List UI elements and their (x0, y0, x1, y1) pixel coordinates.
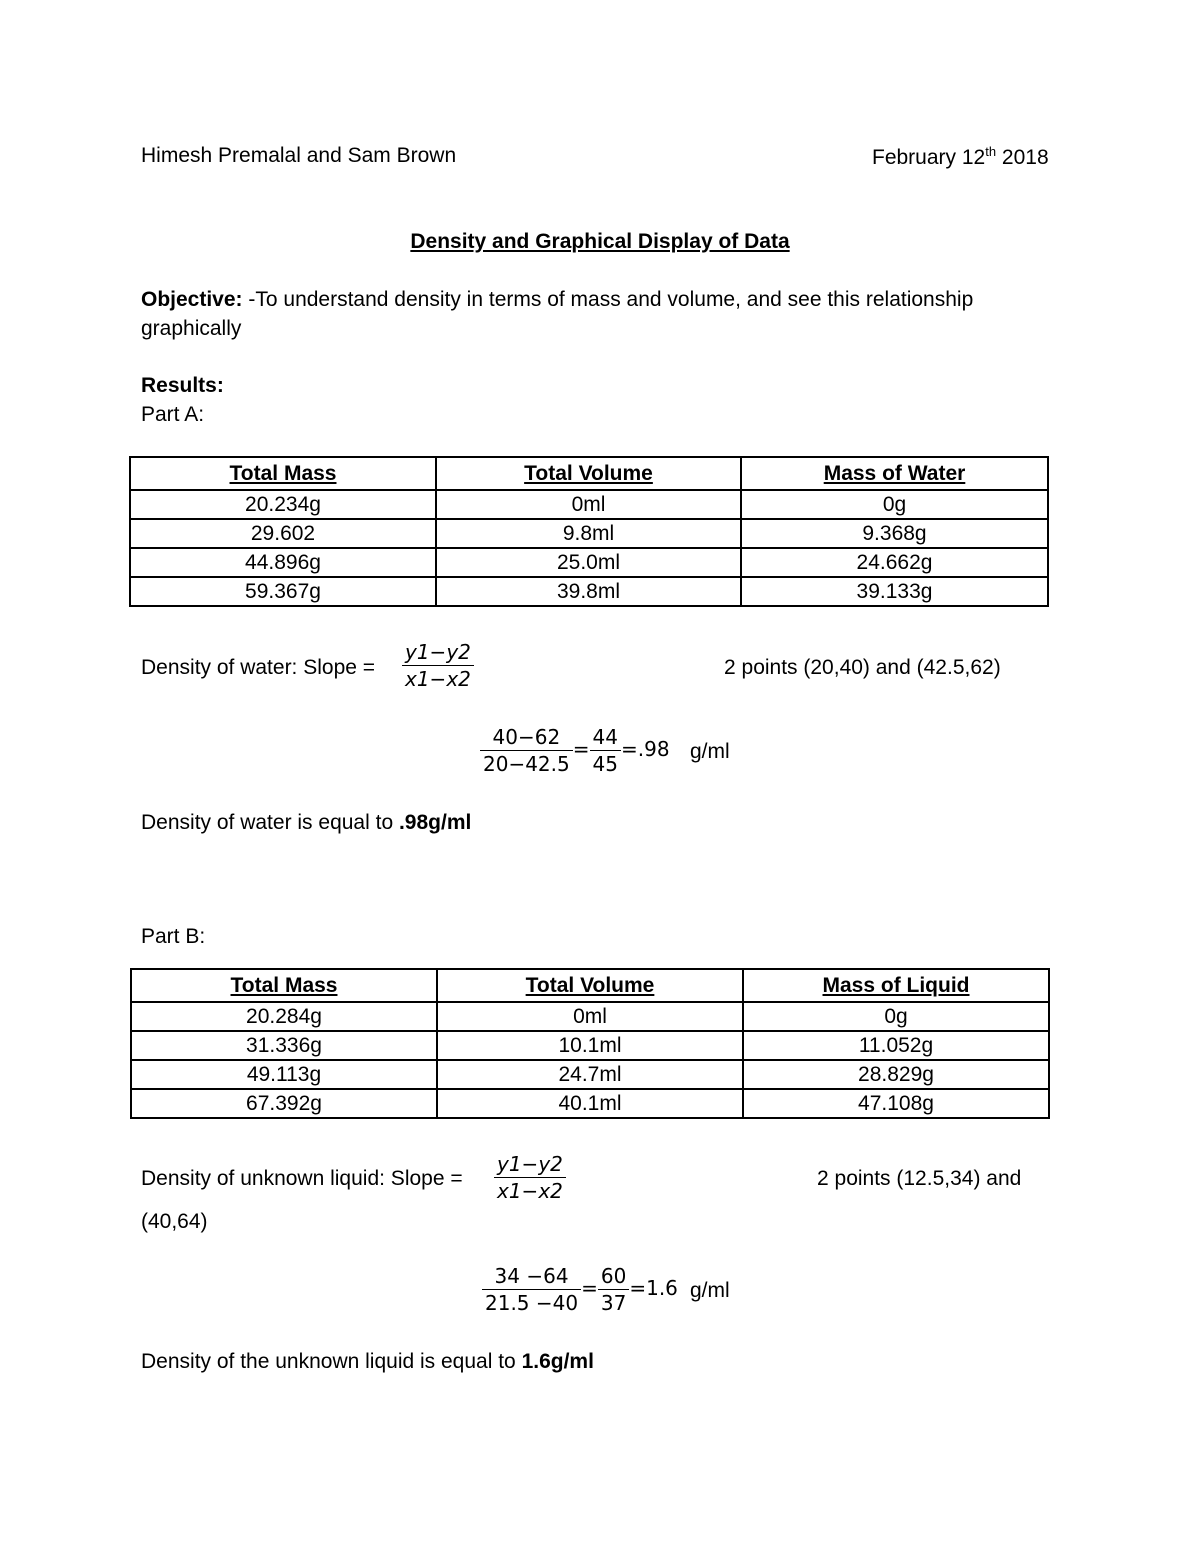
table-cell: 0g (741, 490, 1048, 519)
table-row (130, 519, 1048, 548)
slope-denominator: x1−x2 (405, 667, 471, 691)
objective-label: Objective: (141, 288, 243, 311)
table-header-row (130, 457, 1048, 490)
table-cell: 28.829g (743, 1060, 1049, 1089)
table-cell: 59.367g (130, 577, 436, 606)
part-b-points-continued: (40,64) (141, 1210, 208, 1233)
table-cell: 11.052g (743, 1031, 1049, 1060)
page-title: Density and Graphical Display of Data (410, 230, 790, 253)
part-a-label: Part A: (141, 403, 205, 426)
table-row (131, 1031, 1049, 1060)
part-a-conclusion (141, 811, 471, 835)
table-row (130, 490, 1048, 519)
table-cell: 25.0ml (436, 548, 741, 577)
table-cell: 24.662g (741, 548, 1048, 577)
date (872, 144, 1049, 170)
slope-denominator: x1−x2 (497, 1179, 563, 1203)
part-b-unit: g/ml (690, 1279, 730, 1302)
table-cell: 24.7ml (437, 1060, 743, 1089)
table-cell: 10.1ml (437, 1031, 743, 1060)
header-total-mass: Total Mass (131, 969, 437, 1002)
calc-numerator: 60 (598, 1264, 629, 1290)
header-total-volume: Total Volume (436, 457, 741, 490)
authors: Himesh Premalal and Sam Brown (141, 144, 457, 167)
table-cell: 9.8ml (436, 519, 741, 548)
conclusion-value: .98g/ml (398, 811, 472, 834)
part-a-unit: g/ml (690, 740, 730, 763)
calc-denominator: 20−42.5 (483, 752, 570, 776)
table-cell: 49.113g (131, 1060, 437, 1089)
slope-numerator: y1−y2 (494, 1152, 566, 1178)
part-b-slope-formula (494, 1152, 566, 1203)
table-cell: 67.392g (131, 1089, 437, 1118)
header-mass-of-liquid: Mass of Liquid (743, 969, 1049, 1002)
calc-numerator: 34 −64 (482, 1264, 581, 1290)
table-cell: 0g (743, 1002, 1049, 1031)
table-header-row (131, 969, 1049, 1002)
part-b-conclusion (141, 1350, 594, 1374)
table-cell: 47.108g (743, 1089, 1049, 1118)
table-cell: 40.1ml (437, 1089, 743, 1118)
conclusion-text: Density of water is equal to (141, 811, 399, 834)
date-main: February 12 (872, 146, 986, 169)
table-cell: 0ml (436, 490, 741, 519)
header-mass-of-water: Mass of Water (741, 457, 1048, 490)
calc-denominator: 21.5 −40 (485, 1291, 579, 1315)
table-row (131, 1002, 1049, 1031)
calc-denominator: 45 (592, 752, 618, 776)
date-year: 2018 (1001, 146, 1049, 169)
table-cell: 44.896g (130, 548, 436, 577)
header-total-mass: Total Mass (130, 457, 436, 490)
part-b-slope-label: Density of unknown liquid: Slope = (141, 1167, 463, 1190)
calc-result: .98 (637, 737, 670, 761)
results-label: Results: (141, 374, 224, 397)
part-a-table (129, 456, 1049, 607)
part-b-points: 2 points (12.5,34) and (817, 1167, 1022, 1190)
calc-numerator: 44 (590, 725, 621, 751)
objective-line (141, 288, 973, 312)
part-a-calculation: $\frac{40-62}{20-42.5}$ = $\frac{44}{45}$ =.98 (480, 725, 670, 776)
table-cell: 20.284g (131, 1002, 437, 1031)
conclusion-text: Density of the unknown liquid is equal to (141, 1350, 522, 1373)
table-row (131, 1089, 1049, 1118)
table-row (131, 1060, 1049, 1089)
part-b-label: Part B: (141, 925, 206, 948)
table-cell: 20.234g (130, 490, 436, 519)
slope-numerator: y1−y2 (402, 640, 474, 666)
table-row (130, 548, 1048, 577)
table-row (130, 577, 1048, 606)
objective-text-continued: graphically (141, 317, 242, 340)
part-b-table (130, 968, 1050, 1119)
table-cell: 9.368g (741, 519, 1048, 548)
part-b-calculation: $\frac{34 -64}{21.5 -40}$ = $\frac{60}{37}$ =1.6 (482, 1264, 678, 1315)
calc-result: 1.6 (646, 1276, 678, 1300)
conclusion-value: 1.6g/ml (521, 1350, 594, 1373)
table-cell: 39.8ml (436, 577, 741, 606)
part-a-slope-formula (402, 640, 474, 691)
header-total-volume: Total Volume (437, 969, 743, 1002)
calc-numerator: 40−62 (480, 725, 573, 751)
date-superscript: th (985, 144, 997, 159)
objective-text: -To understand density in terms of mass and volume, and see this relationship (242, 288, 974, 311)
table-cell: 0ml (437, 1002, 743, 1031)
table-cell: 29.602 (130, 519, 436, 548)
part-a-points: 2 points (20,40) and (42.5,62) (724, 656, 1001, 679)
part-a-slope-label: Density of water: Slope = (141, 656, 376, 679)
table-cell: 31.336g (131, 1031, 437, 1060)
calc-denominator: 37 (600, 1291, 627, 1315)
table-cell: 39.133g (741, 577, 1048, 606)
